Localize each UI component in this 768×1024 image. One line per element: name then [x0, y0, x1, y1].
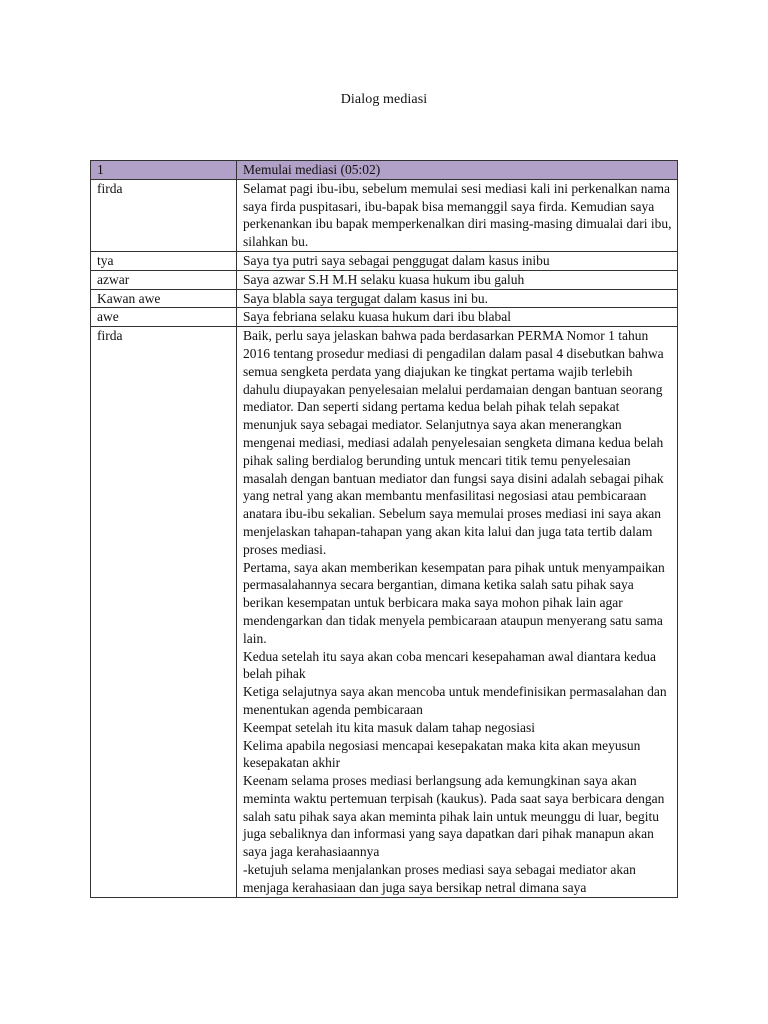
header-section-title-cell: Memulai mediasi (05:02)	[237, 161, 678, 180]
table-row	[91, 251, 678, 270]
table-row	[91, 270, 678, 289]
table-row	[91, 289, 678, 308]
dialog-paragraph: Saya azwar S.H M.H selaku kuasa hukum ibu galuh	[243, 271, 525, 287]
dialog-paragraph: Saya tya putri saya sebagai penggugat dalam kasus inibu	[243, 252, 550, 268]
dialog-text-cell	[237, 289, 678, 308]
document-title: Dialog mediasi	[340, 92, 428, 107]
dialog-paragraph: -ketujuh selama menjalankan proses mediasi saya sebagai mediator akan menjaga kerahasiaan dan juga saya bersikap netral dimana saya	[243, 862, 636, 895]
header-number-cell: 1	[91, 161, 237, 180]
dialog-paragraph: Kelima apabila negosiasi mencapai kesepakatan maka kita akan meyusun kesepakatan akhir	[243, 737, 641, 771]
table-row	[91, 308, 678, 327]
speaker-cell: azwar	[91, 270, 237, 289]
speaker-cell: firda	[91, 179, 237, 251]
table-header-row	[91, 161, 678, 180]
dialog-paragraph: Selamat pagi ibu-ibu, sebelum memulai sesi mediasi kali ini perkenalkan nama saya firda puspitasari, ibu-bapak bisa memanggil saya firda. Kemudian saya perkenankan ibu bapak memperkenalkan diri masing-masing dimualai dari ibu, silahkan bu.	[243, 180, 672, 250]
table-row	[91, 179, 678, 251]
dialog-text-cell	[237, 327, 678, 898]
dialog-paragraph: Ketiga selajutnya saya akan mencoba untuk mendefinisikan permasalahan dan menentukan agenda pembicaraan	[243, 684, 667, 717]
dialog-paragraph: Baik, perlu saya jelaskan bahwa pada berdasarkan PERMA Nomor 1 tahun 2016 tentang prosedur mediasi di pengadilan dalam pasal 4 disebutkan bahwa semua sengketa perdata yang diajukan ke tingkat pertama wajib terlebih dahulu diupayakan penyelesaian melalui perdamaian dengan bantuan seorang mediator. Dan seperti sidang pertama kedua belah pihak telah sepakat menunjuk saya sebagai mediator. Selanjutnya saya akan menerangkan mengenai mediasi, mediasi adalah penyelesaian sengketa dimana kedua belah pihak saling berdialog berunding untuk mencari titik temu penyelesaian masalah dengan bantuan mediator dan fungsi saya disini adalah sebagai pihak yang netral yang akan membantu menfasilitasi negosiasi atau pembicaraan anatara ibu-ibu sekalian. Sebelum saya memulai proses mediasi ini saya akan menjelaskan tahapan-tahapan yang akan kita lalui dan juga tata tertib dalam proses mediasi.	[243, 328, 664, 557]
dialog-paragraph: Saya febriana selaku kuasa hukum dari ibu blabal	[243, 309, 512, 325]
dialog-paragraph: Kedua setelah itu saya akan coba mencari kesepahaman awal diantara kedua belah pihak	[243, 648, 657, 682]
speaker-cell: Kawan awe	[91, 289, 237, 308]
dialog-text-cell	[237, 270, 678, 289]
dialog-table	[90, 160, 678, 898]
speaker-cell: awe	[91, 308, 237, 327]
dialog-paragraph: Keenam selama proses mediasi berlangsung ada kemungkinan saya akan meminta waktu pertemuan terpisah (kaukus). Pada saat saya berbicara dengan salah satu pihak saya akan meminta pihak lain untuk meunggu di luar, begitu juga sebaliknya dan informasi yang saya dapatkan dari pihak manapun akan saya jaga kerahasiaannya	[243, 773, 665, 860]
table-row	[91, 327, 678, 898]
speaker-cell: tya	[91, 251, 237, 270]
dialog-paragraph: Keempat setelah itu kita masuk dalam tahap negosiasi	[243, 719, 536, 735]
dialog-paragraph: Saya blabla saya tergugat dalam kasus ini bu.	[243, 290, 488, 306]
speaker-cell: firda	[91, 327, 237, 898]
dialog-paragraph: Pertama, saya akan memberikan kesempatan para pihak untuk menyampaikan permasalahannya secara bergantian, dimana ketika salah satu pihak saya berikan kesempatan untuk berbicara maka saya mohon pihak lain agar mendengarkan dan tidak menyela pembicaraan ataupun menyerang satu sama lain.	[243, 559, 665, 646]
dialog-text-cell	[237, 179, 678, 251]
dialog-text-cell	[237, 308, 678, 327]
dialog-text-cell	[237, 251, 678, 270]
